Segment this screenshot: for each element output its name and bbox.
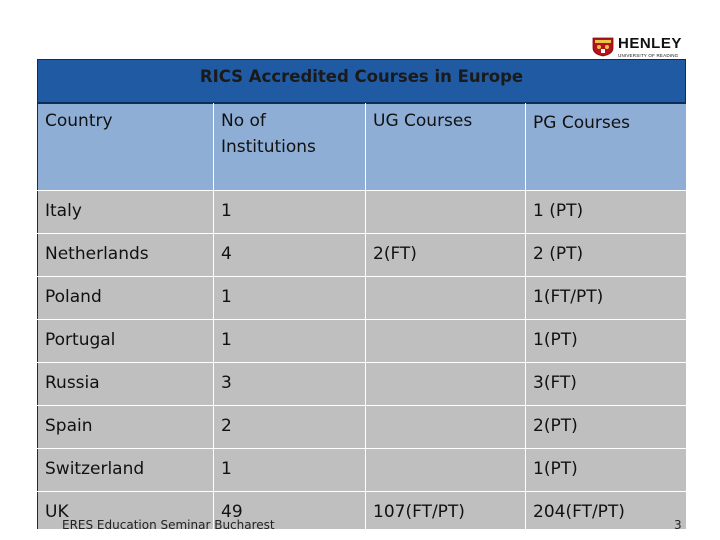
cell-pg: 3(FT) xyxy=(526,363,687,406)
cell-ug xyxy=(366,449,526,492)
courses-table xyxy=(37,103,687,530)
table-header-row xyxy=(38,104,687,191)
header-institutions: No of Institutions xyxy=(214,104,366,191)
cell-ug: 107(FT/PT) xyxy=(366,492,526,530)
cell-institutions: 3 xyxy=(214,363,366,406)
cell-ug xyxy=(366,320,526,363)
crest-icon xyxy=(592,37,614,57)
cell-country: Spain xyxy=(38,406,214,449)
table-row xyxy=(38,234,687,277)
header-pg-courses: PG Courses xyxy=(526,104,687,191)
cell-pg: 1(FT/PT) xyxy=(526,277,687,320)
logo-subtitle: UNIVERSITY OF READING xyxy=(618,53,679,58)
cell-pg: 1(PT) xyxy=(526,320,687,363)
table-row xyxy=(38,449,687,492)
cell-institutions: 1 xyxy=(214,277,366,320)
footer-text: ERES Education Seminar Bucharest xyxy=(62,518,275,532)
cell-pg: 2 (PT) xyxy=(526,234,687,277)
table-row xyxy=(38,277,687,320)
table-row xyxy=(38,363,687,406)
table-row xyxy=(38,191,687,234)
cell-institutions: 1 xyxy=(214,320,366,363)
cell-pg: 1(PT) xyxy=(526,449,687,492)
cell-country: Russia xyxy=(38,363,214,406)
cell-institutions: 2 xyxy=(214,406,366,449)
header-country: Country xyxy=(38,104,214,191)
henley-logo xyxy=(592,36,688,60)
page-title: RICS Accredited Courses in Europe xyxy=(199,67,524,86)
cell-ug xyxy=(366,406,526,449)
cell-ug xyxy=(366,277,526,320)
cell-pg: 2(PT) xyxy=(526,406,687,449)
cell-institutions: 49 xyxy=(214,492,366,530)
cell-country: Switzerland xyxy=(38,449,214,492)
logo-name: HENLEY xyxy=(618,35,682,52)
cell-ug: 2(FT) xyxy=(366,234,526,277)
cell-institutions: 1 xyxy=(214,191,366,234)
cell-pg: 204(FT/PT) xyxy=(526,492,687,530)
cell-ug xyxy=(366,191,526,234)
cell-institutions: 1 xyxy=(214,449,366,492)
cell-country: UK xyxy=(38,492,214,530)
cell-country: Netherlands xyxy=(38,234,214,277)
page-number: 3 xyxy=(674,518,682,532)
table-row xyxy=(38,406,687,449)
cell-country: Portugal xyxy=(38,320,214,363)
cell-country: Italy xyxy=(38,191,214,234)
header-ug-courses: UG Courses xyxy=(366,104,526,191)
cell-ug xyxy=(366,363,526,406)
cell-pg: 1 (PT) xyxy=(526,191,687,234)
cell-institutions: 4 xyxy=(214,234,366,277)
cell-country: Poland xyxy=(38,277,214,320)
table-row xyxy=(38,320,687,363)
title-bar xyxy=(37,59,686,103)
